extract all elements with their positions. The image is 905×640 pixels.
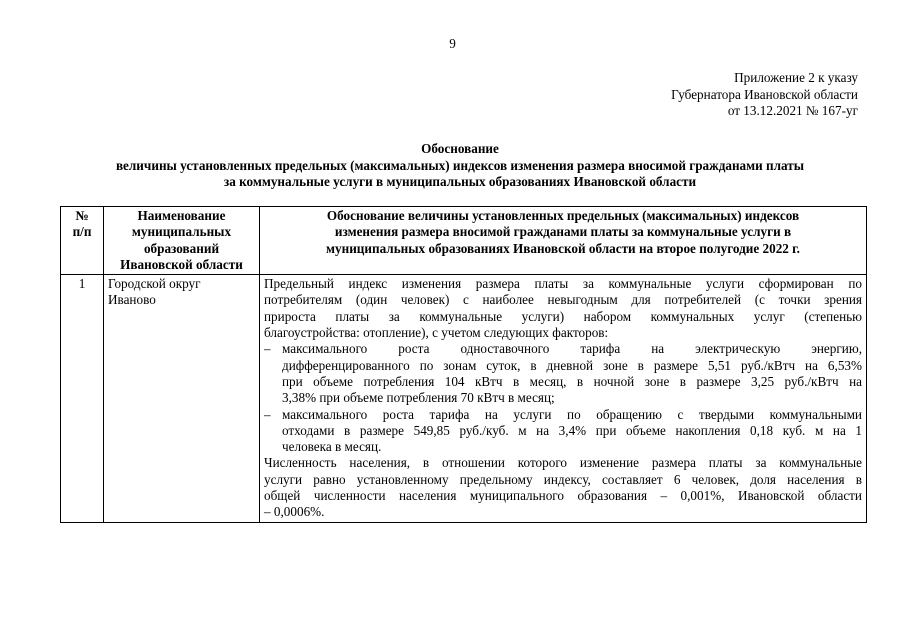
factor-line: 3,38% при объеме потребления 70 кВтч в месяц;: [282, 390, 555, 406]
paragraph-line: общей численности населения муниципального образования – 0,001%, Ивановской области: [264, 488, 862, 504]
header-text: муниципальных образованиях Ивановской области на второе полугодие 2022 г.: [326, 240, 800, 256]
justification-table: [60, 206, 867, 523]
factor-item: [264, 341, 862, 406]
paragraph-line: Численность населения, в отношении которого изменение размера платы за коммунальные: [264, 455, 862, 471]
factor-line: человека в месяц.: [282, 439, 382, 455]
header-text: образований: [143, 240, 220, 256]
header-text: изменения размера вносимой гражданами платы за коммунальные услуги в: [334, 224, 792, 240]
header-number: [61, 207, 104, 275]
paragraph-line: благоустройства: отопление), с учетом следующих факторов:: [264, 325, 609, 341]
factor-line: отходами в размере 549,85 руб./куб. м на 3,4% при объеме накопления 0,18 куб. м на 1: [282, 422, 862, 438]
header-text: муниципальных: [131, 224, 232, 240]
header-text: Ивановской области: [120, 256, 243, 272]
title-line: величины установленных предельных (максимальных) индексов изменения размера вносимой гражданами платы: [115, 157, 805, 173]
header-name: [104, 207, 260, 275]
document-title: [50, 141, 870, 191]
justification-text: [260, 275, 867, 522]
table-row: [61, 275, 867, 522]
row-number: 1: [61, 275, 104, 522]
paragraph-line: Предельный индекс изменения размера платы за коммунальные услуги сформирован по: [264, 276, 862, 292]
bullet-dash: –: [264, 406, 271, 422]
header-justification: [260, 207, 867, 275]
table-header-row: [61, 207, 867, 275]
appendix-note: [671, 70, 858, 120]
factor-line: при объеме потребления 104 кВтч в месяц, в ночной зоне в размере 3,25 руб./кВтч на: [282, 373, 862, 389]
appendix-line: от 13.12.2021 № 167-уг: [727, 103, 858, 118]
paragraph-line: потребителям (один человек) с наиболее невыгодным для потребителей (с точки зрения: [264, 292, 862, 308]
paragraph-line: – 0,0006%.: [264, 504, 325, 520]
factor-item: [264, 407, 862, 456]
paragraph-line: прироста платы за коммунальные услуги) набором коммунальных услуг (степенью: [264, 308, 862, 324]
header-text: Обоснование величины установленных предельных (максимальных) индексов: [326, 208, 800, 223]
cell-text: Городской округ: [108, 276, 201, 292]
header-text: №: [75, 208, 89, 223]
cell-text: Иваново: [108, 292, 156, 308]
factor-line: максимального роста одноставочного тарифа на электрическую энергию,: [282, 341, 862, 357]
page-number: 9: [449, 36, 456, 51]
factor-line: максимального роста тарифа на услуги по обращению с твердыми коммунальными: [282, 406, 862, 422]
factor-line: дифференцированного по зонам суток, в дневной зоне в размере 5,51 руб./кВтч на 6,53%: [282, 357, 862, 373]
title-line: за коммунальные услуги в муниципальных образованиях Ивановской области: [223, 174, 697, 189]
title-line: Обоснование: [421, 141, 499, 156]
appendix-line: Губернатора Ивановской области: [671, 86, 858, 102]
header-text: Наименование: [137, 208, 226, 223]
bullet-dash: –: [264, 341, 271, 357]
municipality-name: [104, 275, 260, 522]
paragraph-line: услуги равно установленному предельному индексу, составляет 6 человек, доля населения в: [264, 471, 862, 487]
header-text: п/п: [72, 224, 92, 240]
appendix-line: Приложение 2 к указу: [734, 70, 858, 85]
